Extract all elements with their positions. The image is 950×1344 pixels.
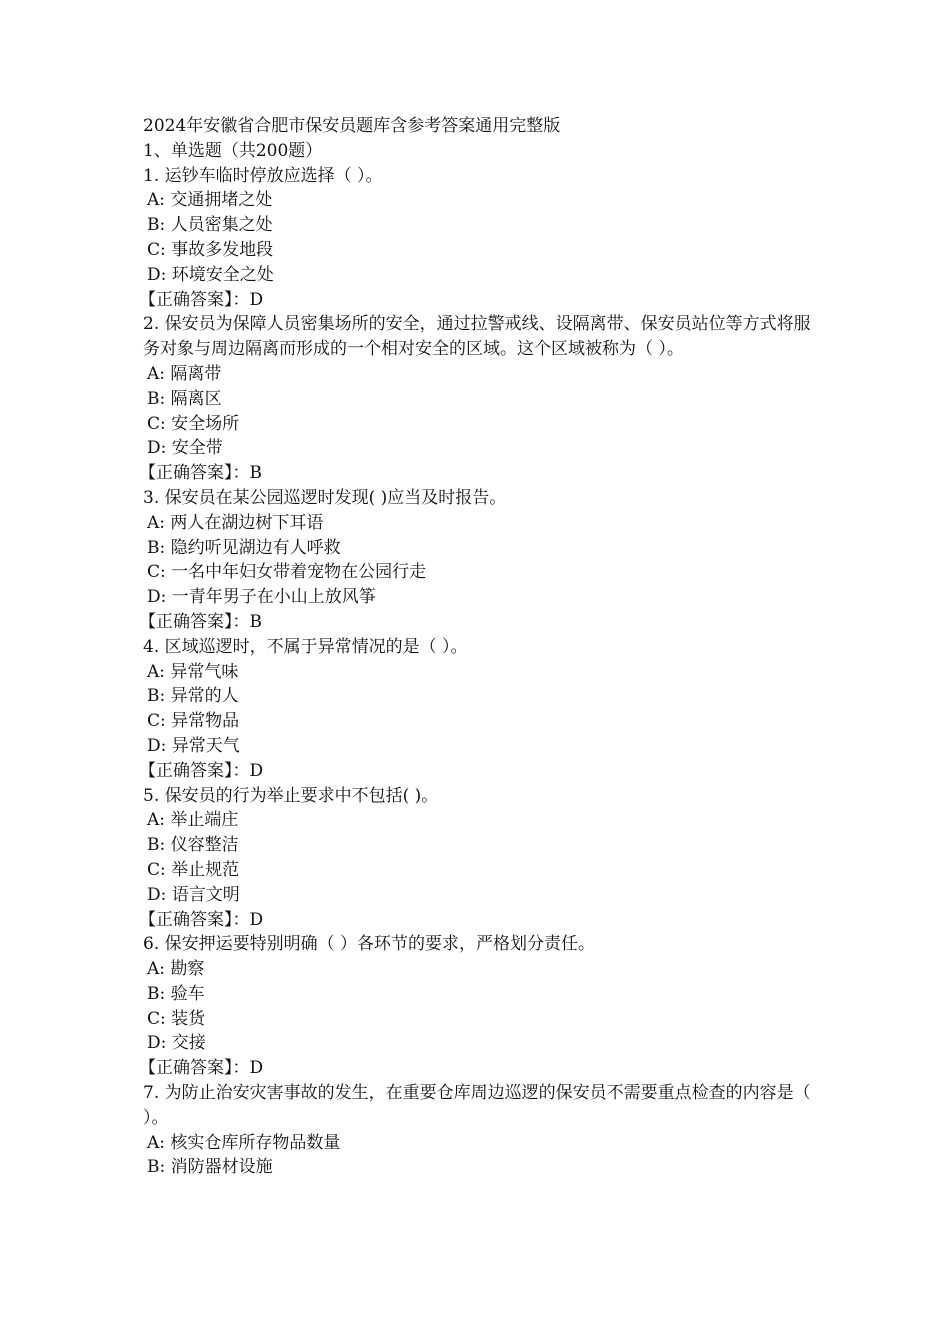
option-a: A: 举止端庄 [147,810,239,831]
question-7 [143,1081,813,1180]
question-3 [139,486,813,635]
option-d: D: 异常天气 [147,735,240,756]
option-b: B: 隔离区 [147,388,222,409]
option-c: C: 安全场所 [147,413,240,434]
option-b: B: 隐约听见湖边有人呼救 [147,537,341,558]
option-b: B: 仪容整洁 [147,835,239,856]
option-c: C: 异常物品 [147,711,240,732]
question-stem: 1. 运钞车临时停放应选择（ ）。 [143,165,383,186]
option-a: A: 异常气味 [147,661,239,682]
question-stem: 4. 区域巡逻时，不属于异常情况的是（ ）。 [143,636,468,657]
question-2 [139,312,813,486]
option-b: B: 异常的人 [147,686,239,707]
question-stem: 3. 保安员在某公园巡逻时发现( )应当及时报告。 [143,487,507,508]
option-d: D: 一青年男子在小山上放风筝 [147,587,376,608]
option-a: A: 交通拥堵之处 [147,190,273,211]
question-stem: 7. 为防止治安灾害事故的发生，在重要仓库周边巡逻的保安员不需要重点检查的内容是（ ）。 [143,1083,811,1128]
option-d: D: 语言文明 [147,884,240,905]
question-stem: 6. 保安押运要特别明确（ ）各环节的要求，严格划分责任。 [143,934,596,955]
option-b: B: 验车 [147,983,205,1004]
question-stem: 5. 保安员的行为举止要求中不包括( )。 [143,785,439,806]
question-6 [139,932,813,1081]
option-a: A: 勘察 [147,959,205,980]
option-d: D: 环境安全之处 [147,264,274,285]
question-stem: 2. 保安员为保障人员密集场所的安全，通过拉警戒线、设隔离带、保安员站位等方式将服务对象与周边隔离而形成的一个相对安全的区域。这个区域被称为（ ）。 [143,314,811,360]
correct-answer: 【正确答案】：D [139,909,264,930]
option-c: C: 装货 [147,1008,206,1029]
option-b: B: 人员密集之处 [147,215,273,236]
option-c: C: 事故多发地段 [147,239,274,260]
section-heading: 1、单选题（共200题） [143,140,323,161]
correct-answer: 【正确答案】：D [139,1058,264,1079]
correct-answer: 【正确答案】：B [139,463,262,484]
document-page [139,114,813,1180]
option-d: D: 交接 [147,1033,206,1054]
correct-answer: 【正确答案】：D [139,760,264,781]
option-c: C: 一名中年妇女带着宠物在公园行走 [147,562,427,583]
option-a: A: 隔离带 [147,363,222,384]
correct-answer: 【正确答案】：D [139,289,264,310]
option-b: B: 消防器材设施 [147,1157,273,1178]
document-title: 2024年安徽省合肥市保安员题库含参考答案通用完整版 [143,116,561,136]
correct-answer: 【正确答案】：B [139,611,262,632]
question-4 [139,635,813,784]
option-a: A: 核实仓库所存物品数量 [147,1132,341,1153]
option-c: C: 举止规范 [147,859,240,880]
option-a: A: 两人在湖边树下耳语 [147,512,324,533]
question-5 [139,784,813,933]
question-1 [139,164,813,313]
option-d: D: 安全带 [147,438,223,459]
